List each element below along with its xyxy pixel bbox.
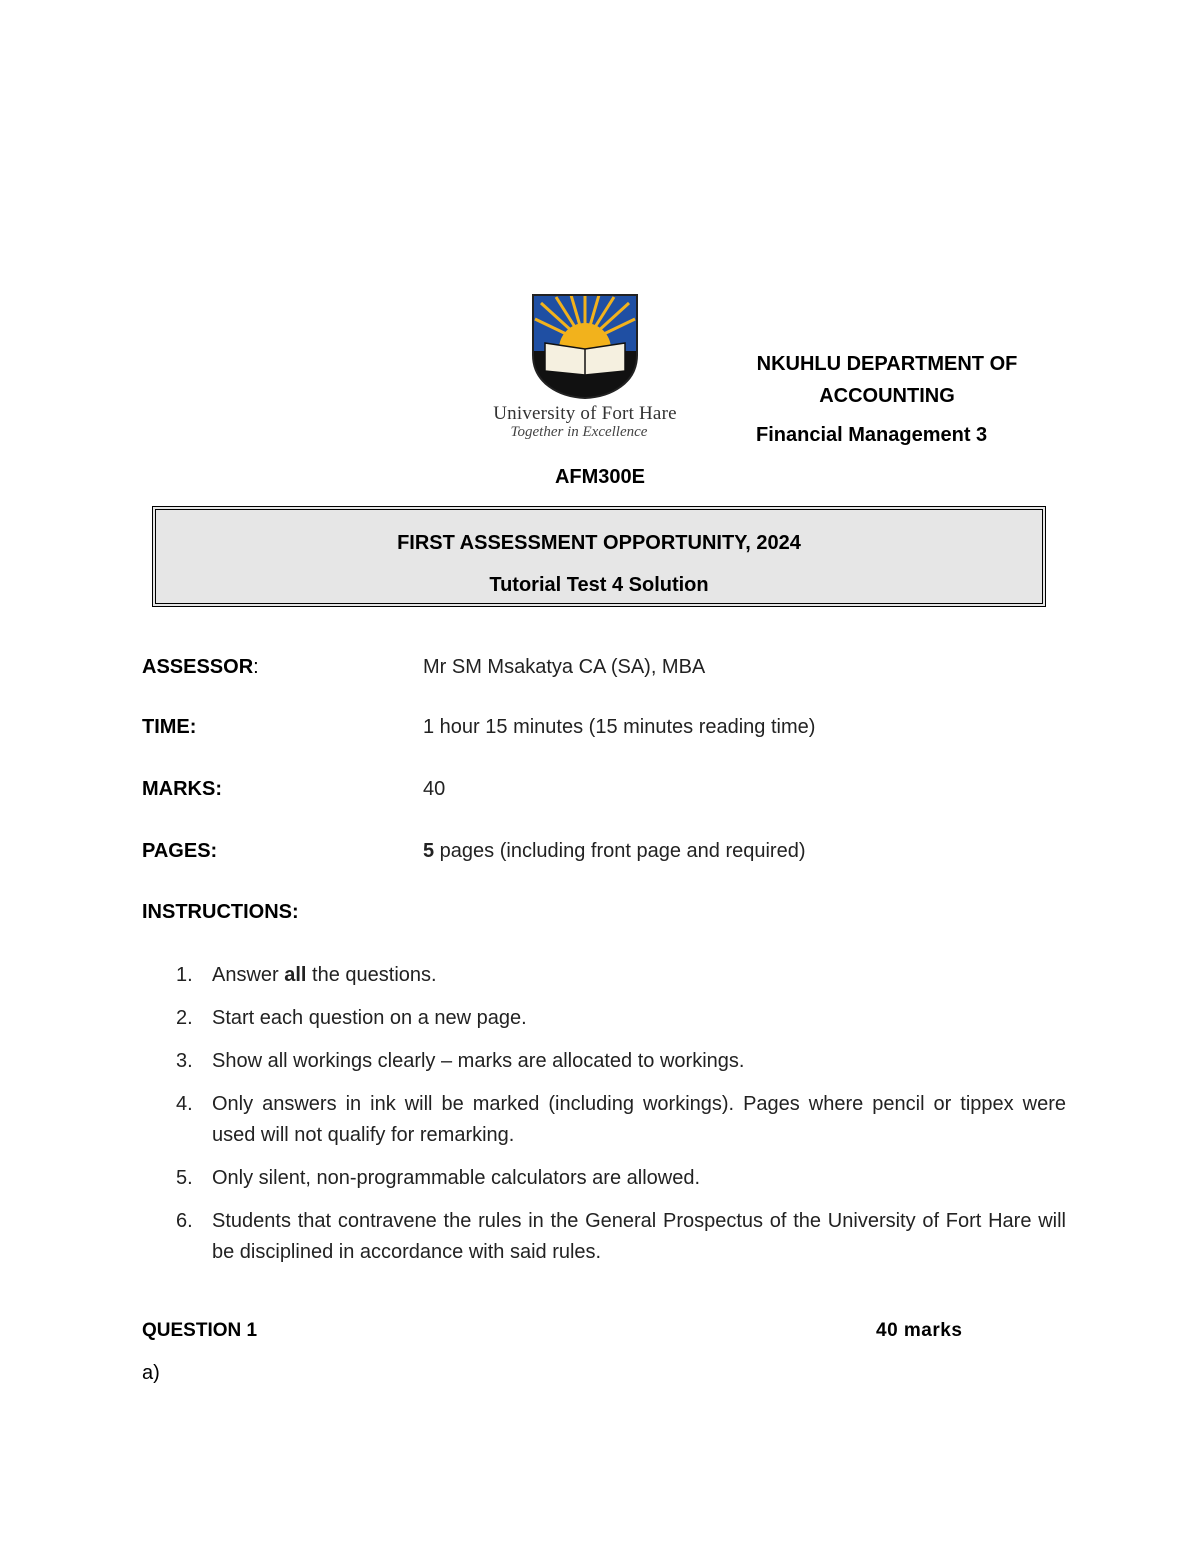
assessment-banner bbox=[152, 506, 1046, 607]
time-label: TIME: bbox=[142, 716, 197, 738]
question-marks: 40 marks bbox=[876, 1320, 963, 1341]
department-line-1: NKUHLU DEPARTMENT OF bbox=[756, 353, 1018, 375]
question-subpart: a) bbox=[142, 1362, 160, 1384]
course-code: AFM300E bbox=[554, 466, 646, 488]
university-name: University of Fort Hare bbox=[493, 403, 677, 424]
assessor-value: Mr SM Msakatya CA (SA), MBA bbox=[423, 656, 706, 678]
university-motto: Together in Excellence bbox=[510, 424, 648, 440]
instruction-item: 1. Answer all the questions. bbox=[176, 964, 437, 986]
instruction-item: 6. Students that contravene the rules in the General Prospectus of the University of Fort Hare will be disciplined in accordance with said rules. bbox=[176, 1210, 1066, 1263]
banner-title: FIRST ASSESSMENT OPPORTUNITY, 2024 bbox=[397, 532, 801, 554]
time-value: 1 hour 15 minutes (15 minutes reading time) bbox=[423, 716, 816, 738]
instruction-item: 5. Only silent, non-programmable calculators are allowed. bbox=[176, 1167, 701, 1189]
university-crest-icon bbox=[531, 293, 639, 400]
banner-subtitle: Tutorial Test 4 Solution bbox=[489, 574, 709, 596]
marks-value: 40 bbox=[423, 778, 446, 800]
university-logo bbox=[470, 293, 700, 448]
assessor-label: ASSESSOR: bbox=[142, 656, 259, 678]
department-name bbox=[732, 348, 1042, 412]
instructions-list bbox=[176, 960, 1066, 1280]
question-label: QUESTION 1 bbox=[142, 1320, 258, 1341]
instructions-heading: INSTRUCTIONS: bbox=[142, 901, 299, 923]
instruction-item: 2. Start each question on a new page. bbox=[176, 1007, 527, 1029]
pages-label: PAGES: bbox=[142, 840, 218, 862]
marks-label: MARKS: bbox=[142, 778, 222, 800]
pages-value: 5 pages (including front page and required) bbox=[423, 840, 806, 862]
instruction-item: 3. Show all workings clearly – marks are allocated to workings. bbox=[176, 1050, 745, 1072]
pages-number: 5 bbox=[423, 840, 435, 862]
department-line-2: ACCOUNTING bbox=[819, 385, 955, 407]
instruction-item: 4. Only answers in ink will be marked (including workings). Pages where pencil or tippex were used will not qualify for remarking. bbox=[176, 1093, 1066, 1146]
course-title: Financial Management 3 bbox=[756, 424, 988, 446]
